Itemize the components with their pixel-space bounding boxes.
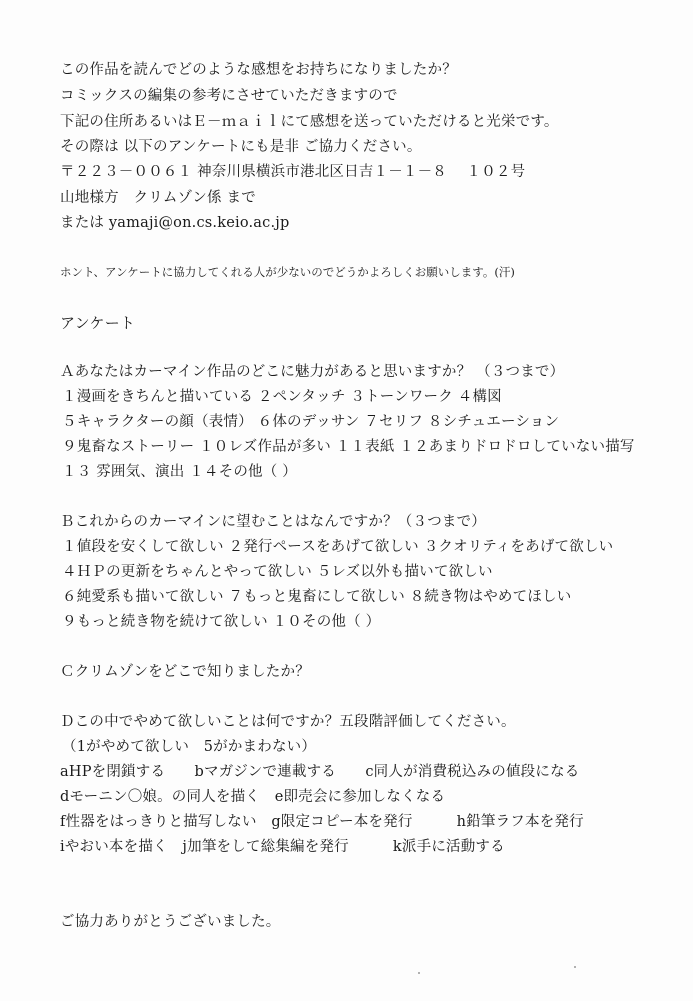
question-d-options-1: aHPを閉鎖する bマガジンで連載する c同人が消費税込みの値段になる [60,764,580,780]
intro-note: ホント、アンケートに協力してくれる人が少ないのでどうかよろしくお願いします。(汗) [60,265,515,279]
question-b-heading: Ｂこれからのカーマインに望むことはなんですか？（３つまで） [60,514,487,530]
question-a-options-4: １３ 雰囲気、演出 １４その他（ ） [62,464,297,480]
intro-line-1: この作品を読んでどのような感想をお持ちになりましたか？ [60,62,457,78]
email-address: または yamaji@on.cs.keio.ac.jp [60,215,290,231]
question-b-options-1: １値段を安くして欲しい ２発行ペースをあげて欲しい ３クオリティをあげて欲しい [62,539,614,555]
question-b-options-2: ４ＨＰの更新をちゃんとやって欲しい ５レズ以外も描いて欲しい [62,564,493,580]
recipient-name: 山地様方 クリムゾン係 まで [60,190,256,206]
question-b-options-3: ６純愛系も描いて欲しい ７もっと鬼畜にして欲しい ８続き物はやめてほしい [62,589,572,605]
question-b-options-4: ９もっと続き物を続けて欲しい １０その他（ ） [62,614,381,630]
postal-address: 〒２２３－００６１ 神奈川県横浜市港北区日吉１－１－８ １０２号 [60,164,526,180]
scan-speck [418,972,420,974]
question-d-options-4: iやおい本を描く j加筆をして総集編を発行 k派手に活動する [60,839,505,855]
question-d-options-3: f性器をはっきりと描写しない g限定コピー本を発行 h鉛筆ラフ本を発行 [60,814,584,830]
question-a-options-3: ９鬼畜なストーリー １０レズ作品が多い １１表紙 １２あまりドロドロしていない描写 [62,439,635,455]
question-a-options-2: ５キャラクターの顔（表情） ６体のデッサン ７セリフ ８シチュエーション [62,414,560,430]
question-d-heading: Ｄこの中でやめて欲しいことは何ですか？五段階評価してください。 [60,714,516,730]
intro-line-3: 下記の住所あるいはＥ－ｍａｉｌにて感想を送っていただけると光栄です。 [60,114,559,130]
intro-line-4: その際は 以下のアンケートにも是非 ご協力ください。 [60,139,422,155]
question-d-options-2: dモーニン〇娘。の同人を描く e即売会に参加しなくなる [60,789,446,805]
question-d-scale-note: （1がやめて欲しい 5がかまわない） [62,739,317,755]
question-a-heading: Ａあなたはカーマイン作品のどこに魅力があると思いますか？ （３つまで） [60,364,565,380]
intro-line-2: コミックスの編集の参考にさせていただきますので [60,88,398,104]
scan-speck [574,966,576,968]
question-c-heading: Ｃクリムゾンをどこで知りましたか？ [60,664,310,680]
closing-thanks: ご協力ありがとうございました。 [60,914,281,930]
survey-title: アンケート [60,314,136,332]
question-a-options-1: １漫画をきちんと描いている ２ペンタッチ ３トーンワーク ４構図 [62,389,502,405]
